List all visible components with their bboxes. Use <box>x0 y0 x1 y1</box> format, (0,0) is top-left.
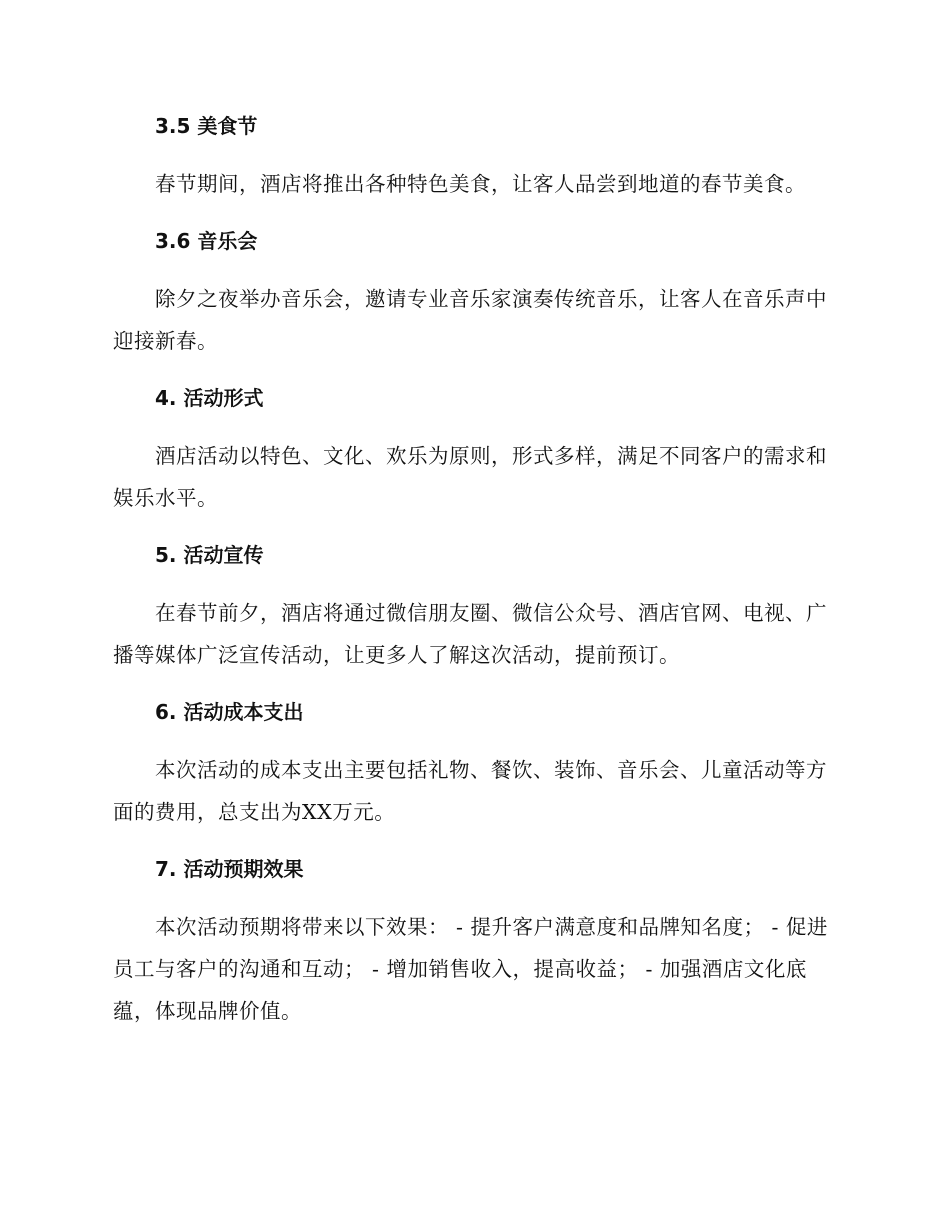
section-heading: 4. 活动形式 <box>155 386 264 410</box>
section-paragraph: 在春节前夕，酒店将通过微信朋友圈、微信公众号、酒店官网、电视、广播等媒体广泛宣传活动，让更多人了解这次活动，提前预订。 <box>113 601 827 667</box>
section-food-festival <box>113 110 835 205</box>
section-paragraph: 酒店活动以特色、文化、欢乐为原则，形式多样，满足不同客户的需求和娱乐水平。 <box>113 444 827 510</box>
section-paragraph: 本次活动的成本支出主要包括礼物、餐饮、装饰、音乐会、儿童活动等方面的费用，总支出为XX万元。 <box>113 758 827 824</box>
section-heading: 3.5 美食节 <box>155 114 258 138</box>
section-cost <box>113 696 835 833</box>
section-activity-format <box>113 382 835 519</box>
section-paragraph: 春节期间，酒店将推出各种特色美食，让客人品尝到地道的春节美食。 <box>155 172 806 196</box>
section-heading: 7. 活动预期效果 <box>155 857 304 881</box>
section-paragraph: 本次活动预期将带来以下效果： - 提升客户满意度和品牌知名度； - 促进员工与客户的沟通和互动； - 增加销售收入，提高收益； - 加强酒店文化底蕴，体现品牌价值。 <box>113 915 828 1023</box>
section-heading: 6. 活动成本支出 <box>155 700 304 724</box>
section-heading: 3.6 音乐会 <box>155 229 258 253</box>
section-heading: 5. 活动宣传 <box>155 543 264 567</box>
section-expected-effects <box>113 853 835 1032</box>
section-promotion <box>113 539 835 676</box>
section-concert <box>113 225 835 362</box>
section-paragraph: 除夕之夜举办音乐会，邀请专业音乐家演奏传统音乐，让客人在音乐声中迎接新春。 <box>113 287 827 353</box>
